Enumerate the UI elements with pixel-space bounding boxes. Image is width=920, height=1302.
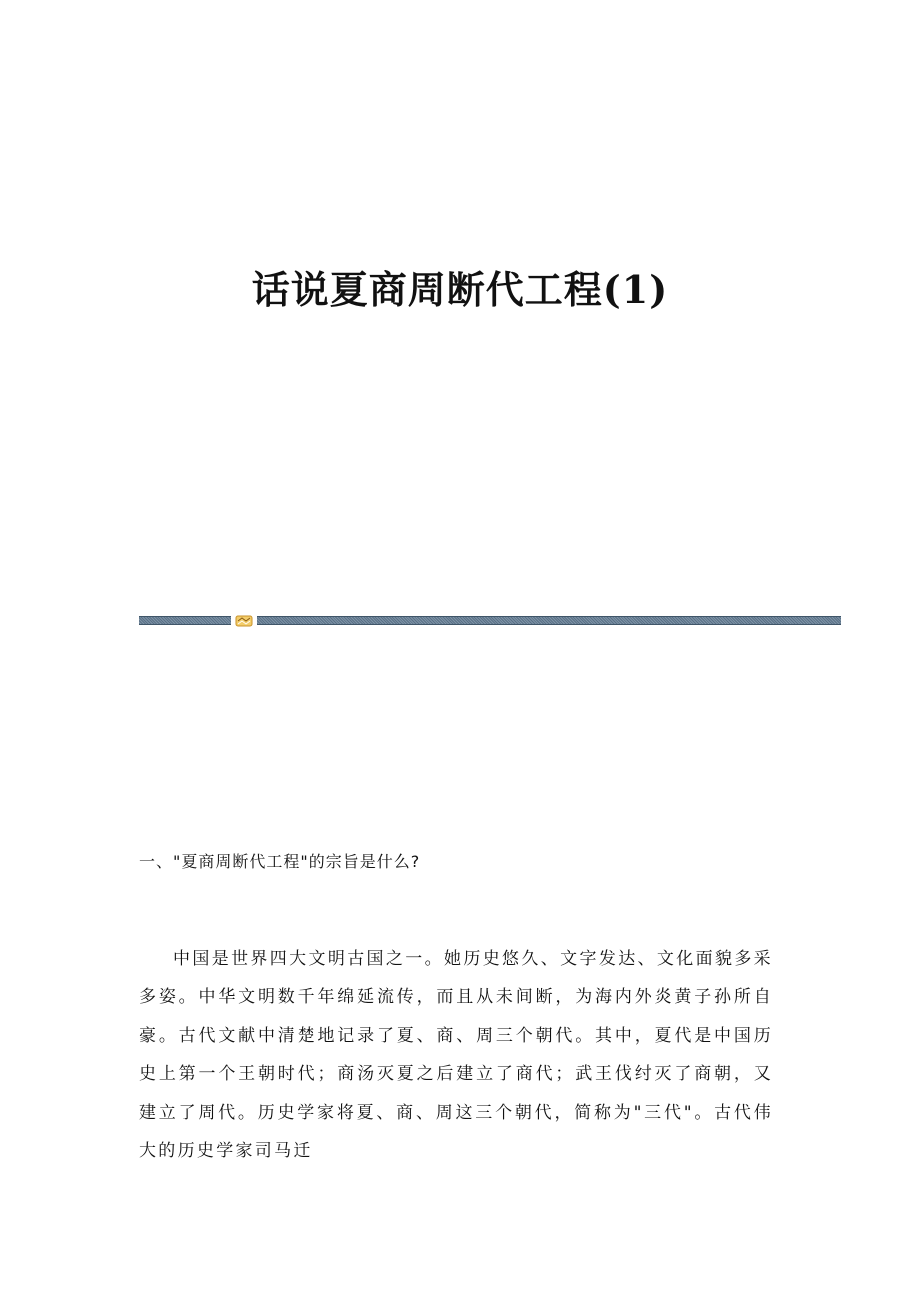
divider-bar-left (139, 616, 231, 625)
divider-bar-right (257, 616, 841, 625)
section-heading: 一、"夏商周断代工程"的宗旨是什么? (139, 852, 421, 871)
decorative-divider (139, 615, 841, 627)
document-title: 话说夏商周断代工程(1) (251, 267, 669, 312)
body-paragraph: 中国是世界四大文明古国之一。她历史悠久、文字发达、文化面貌多采多姿。中华文明数千年绵延流传，而且从未间断，为海内外炎黄子孙所自豪。古代文献中清楚地记录了夏、商、周三个朝代。其中，夏代是中国历史上第一个王朝时代；商汤灭夏之后建立了商代；武王伐纣灭了商朝，又建立了周代。历史学家将夏、商、周这三个朝代，简称为"三代"。古代伟大的历史学家司马迁 (139, 949, 773, 1162)
ornament-icon (235, 615, 253, 627)
